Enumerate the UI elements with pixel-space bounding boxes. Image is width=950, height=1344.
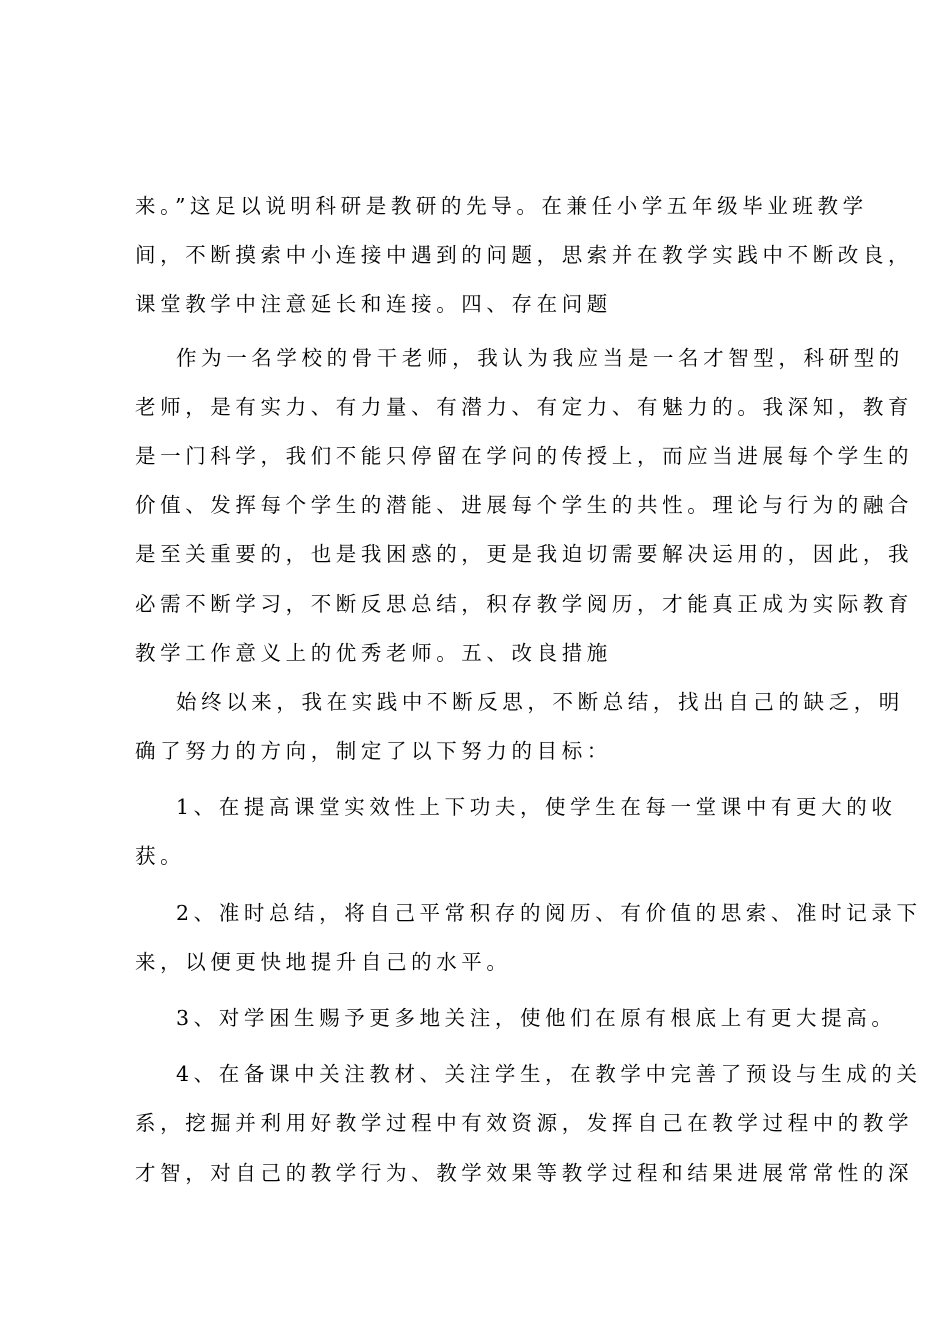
text-line: 价值、发挥每个学生的潜能、进展每个学生的共性。理论与行为的融合 (135, 493, 914, 518)
text-line: 必需不断学习，不断反思总结，积存教学阅历，才能真正成为实际教育 (135, 591, 914, 616)
text-line: 是一门科学，我们不能只停留在学问的传授上，而应当进展每个学生的 (135, 443, 914, 468)
text-line: 获。 (135, 844, 186, 869)
text-line: 是至关重要的，也是我困惑的，更是我迫切需要解决运用的，因此，我 (135, 542, 914, 567)
text-line: 老师，是有实力、有力量、有潜力、有定力、有魅力的。我深知，教育 (135, 394, 914, 419)
text-line: 课堂教学中注意延长和连接。四、存在问题 (135, 292, 612, 317)
text-line: 1、在提高课堂实效性上下功夫，使学生在每一堂课中有更大的收 (176, 795, 897, 820)
text-line: 教学工作意义上的优秀老师。五、改良措施 (135, 640, 612, 665)
text-line: 才智，对自己的教学行为、教学效果等教学过程和结果进展常常性的深 (135, 1160, 914, 1185)
document-body (135, 182, 922, 1198)
text-line: 系，挖掘并利用好教学过程中有效资源，发挥自己在教学过程中的教学 (135, 1111, 914, 1136)
text-line: 4、在备课中关注教材、关注学生，在教学中完善了预设与生成的关 (176, 1062, 922, 1087)
text-line: 始终以来，我在实践中不断反思，不断总结，找出自己的缺乏，明 (176, 689, 904, 714)
text-line: 来，以便更快地提升自己的水平。 (135, 949, 512, 974)
text-line: 2、准时总结，将自己平常积存的阅历、有价值的思索、准时记录下 (176, 900, 922, 925)
text-line: 来。”这足以说明科研是教研的先导。在兼任小学五年级毕业班教学 (135, 194, 868, 218)
text-line: 间，不断摸索中小连接中遇到的问题，思索并在教学实践中不断改良， (135, 243, 914, 268)
text-line: 作为一名学校的骨干老师，我认为我应当是一名才智型，科研型的 (176, 345, 904, 370)
text-line: 确了努力的方向，制定了以下努力的目标： (135, 739, 612, 764)
text-line: 3、对学困生赐予更多地关注，使他们在原有根底上有更大提高。 (176, 1006, 897, 1030)
